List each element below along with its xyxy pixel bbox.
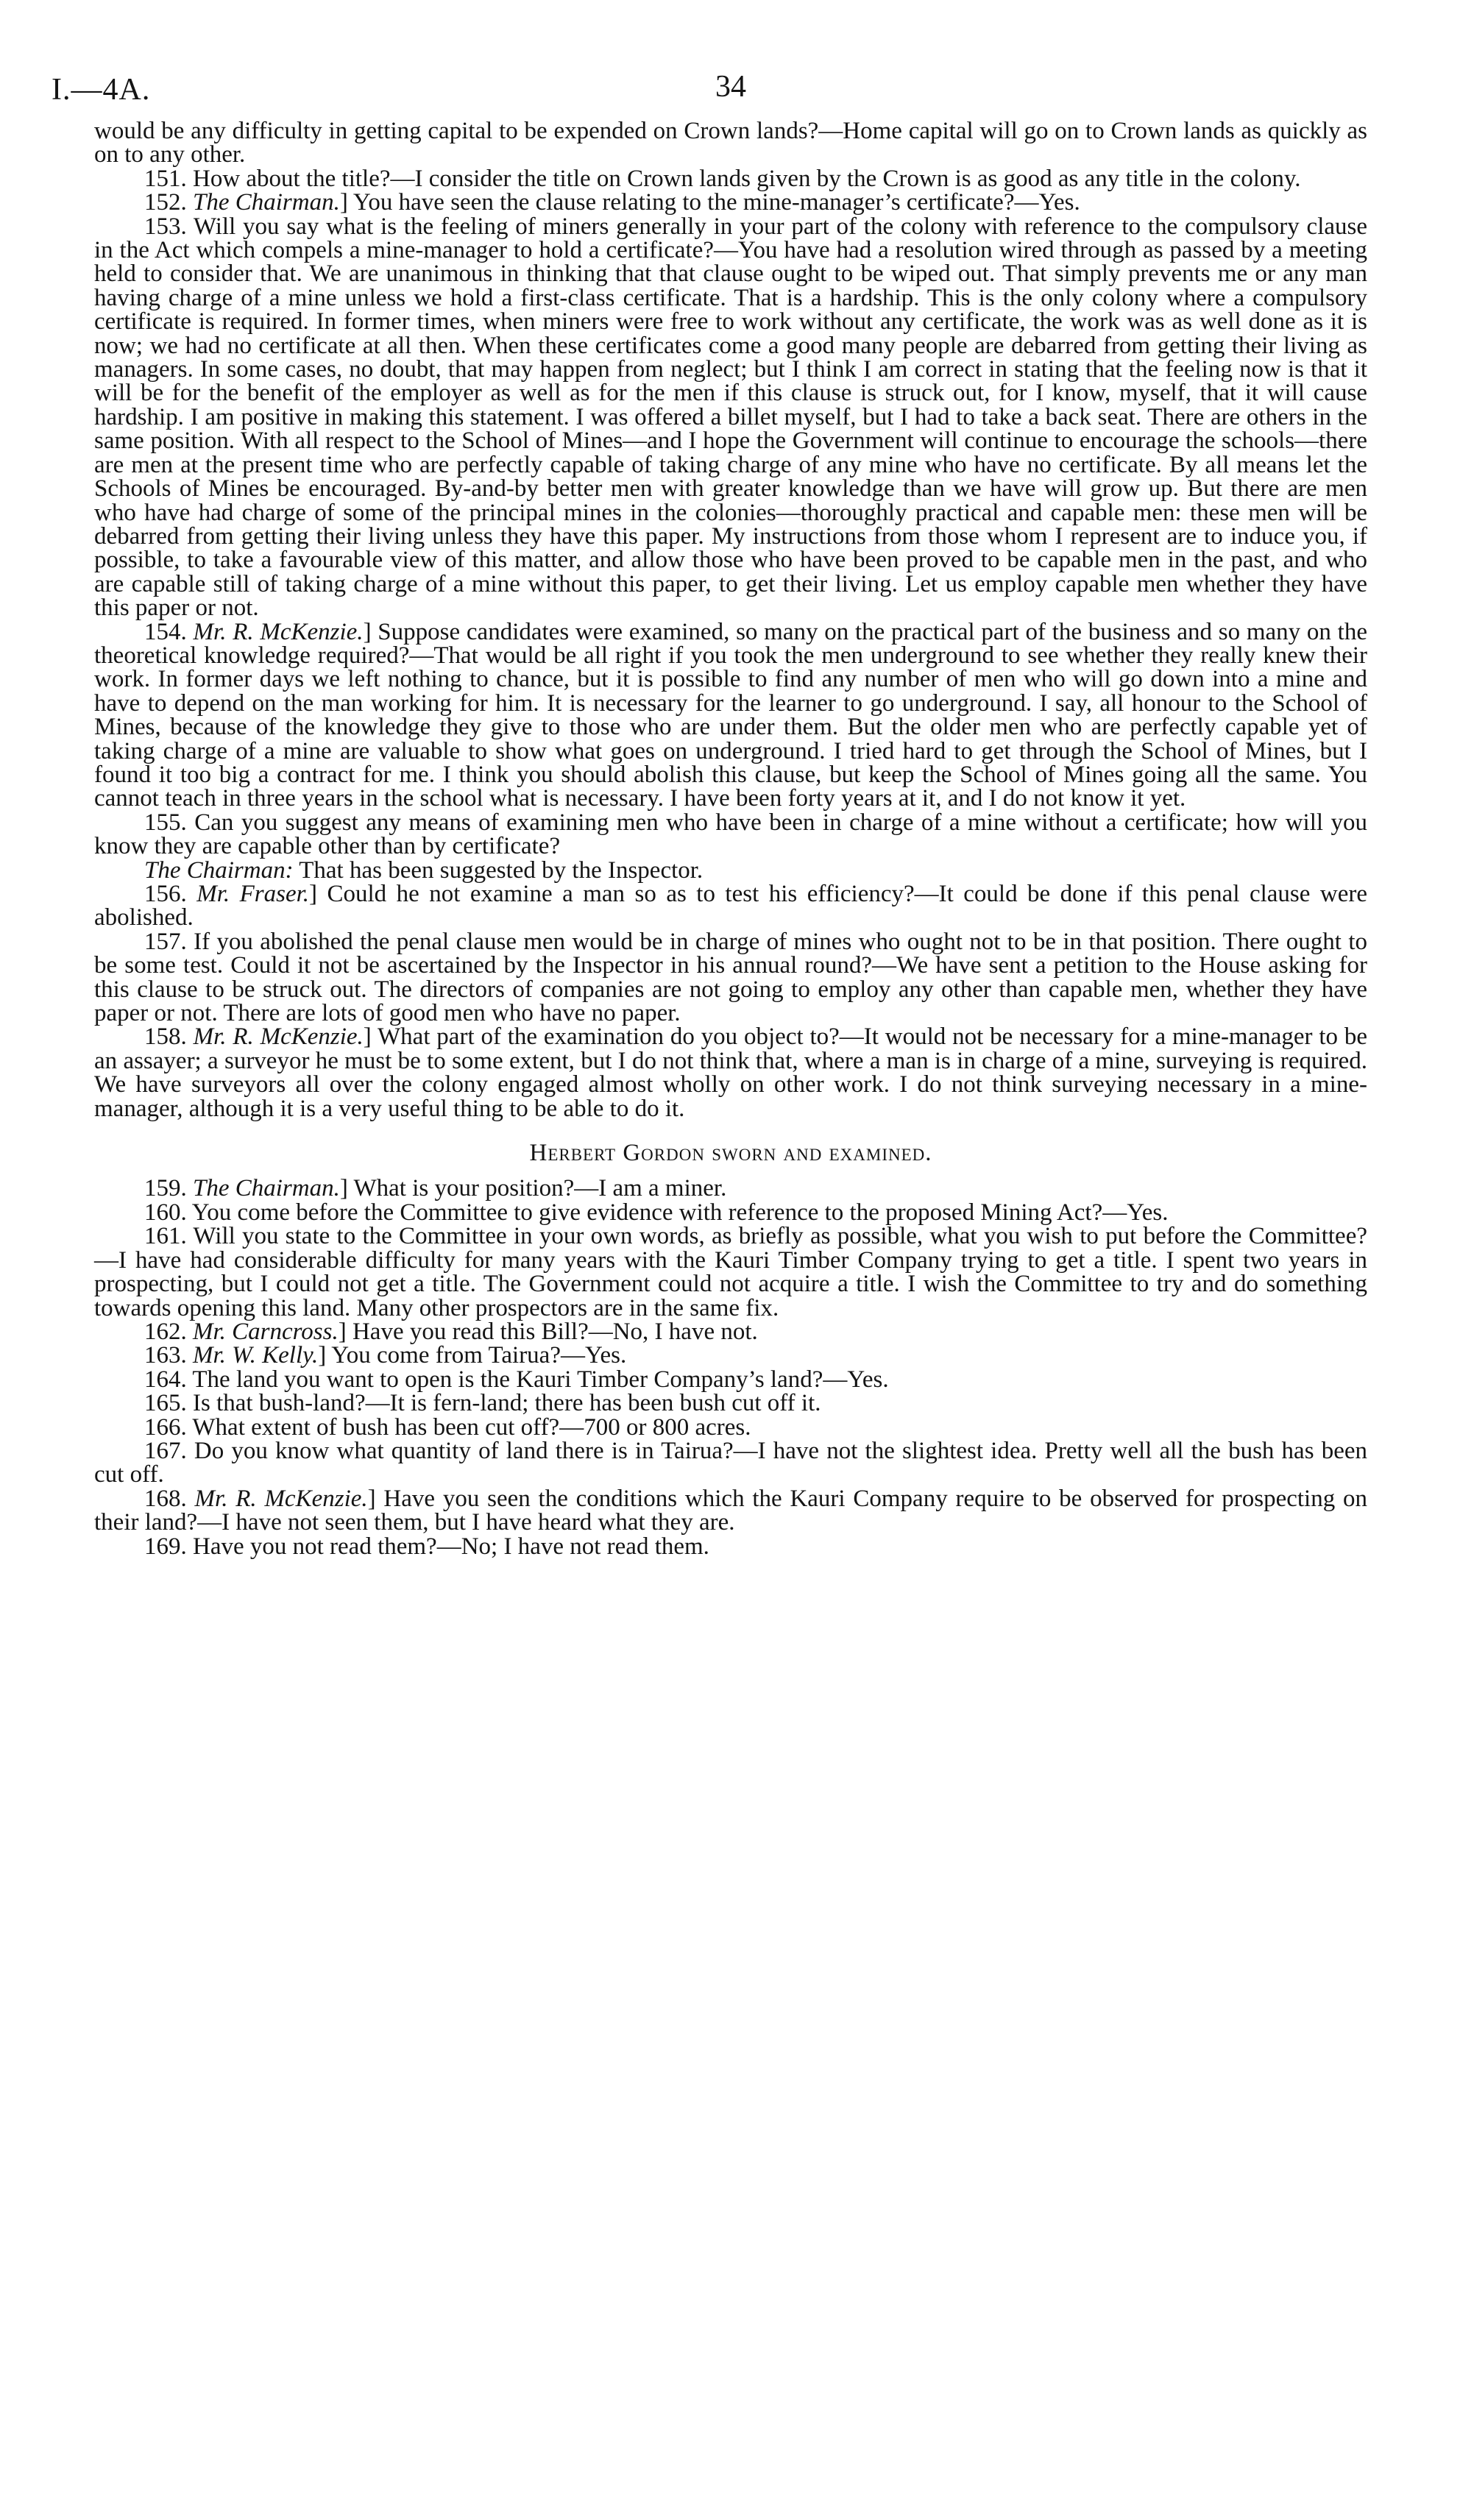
speaker-name: The Chairman. xyxy=(193,189,340,216)
speaker-name: Mr. R. McKenzie. xyxy=(193,618,364,645)
question-157: 157. If you abolished the penal clause men would be in charge of mines who ought not to be in that position. There ought to be some test. Could it not be ascertained by the Inspector in his annual round?—We have sent a petition to the House asking for this clause to be struck out. The directors of companies are not going to employ any other than capable men, whether they have paper or not. There are lots of good men who have no paper. xyxy=(94,928,1367,1027)
question-161: 161. Will you state to the Committee in your own words, as briefly as possible, what you wish to put before the Committee?—I have had considerable difficulty for many years with the Kauri Timber Company trying to get a title. I spent two years in prospecting, but I could not get a title. The Government could not acquire a title. I wish the Committee to try and do something towards opening this land. Many other prospectors are in the same fix. xyxy=(94,1223,1367,1321)
speaker-name: The Chairman. xyxy=(193,1175,340,1202)
speaker-name: Mr. Fraser. xyxy=(196,881,310,907)
question-168: 168. Mr. R. McKenzie.] Have you seen the conditions which the Kauri Company require to be observed for prospecting on their land?—I have not seen them, but I have heard what they are. xyxy=(94,1485,1368,1536)
question-166: 166. What extent of bush has been cut off?—700 or 800 acres. xyxy=(144,1413,751,1441)
speaker-name: Mr. R. McKenzie. xyxy=(193,1023,364,1051)
speaker-name: Mr. Carncross. xyxy=(193,1318,339,1345)
question-160: 160. You come before the Committee to give evidence with reference to the proposed Mining Act?—Yes. xyxy=(144,1199,1169,1226)
question-154: 154. Mr. R. McKenzie.] Suppose candidates were examined, so many on the practical part of the business and so many on the theoretical knowledge required?—That would be all right if you took the men underground to see whether they really knew their work. In former days we left nothing to chance, but it is possible to find any number of men who will go down into a mine and have to depend on the man working for him. It is necessary for the learner to go underground. I say, all honour to the School of Mines, because of the knowledge they give to those who are under them. But the older men who are perfectly capable yet of taking charge of a mine are valuable to show what goes on underground. I tried hard to get through the School of Mines, but I found it too big a contract for me. I think you should abolish this clause, but keep the School of Mines going all the same. You cannot teach in three years in the school what is necessary. I have been forty years at it, and I do not know it yet. xyxy=(94,618,1367,812)
witness-heading: Herbert Gordon sworn and examined. xyxy=(529,1140,932,1167)
question-163: 163. Mr. W. Kelly.] You come from Tairua?—Yes. xyxy=(144,1342,627,1369)
question-156: 156. Mr. Fraser.] Could he not examine a man so as to test his efficiency?—It could be done if this penal clause were abolished. xyxy=(94,881,1367,931)
question-164: 164. The land you want to open is the Kauri Timber Company’s land?—Yes. xyxy=(144,1366,889,1393)
question-158: 158. Mr. R. McKenzie.] What part of the examination do you object to?—It would not be necessary for a mine-manager to be an assayer; a surveyor he must be to some extent, but I do not think that, where a man is in charge of a mine, surveying is required. We have surveyors all over the colony engaged almost wholly on other work. I do not think surveying necessary in a mine-manager, although it is a very useful thing to be able to do it. xyxy=(94,1023,1368,1122)
speaker-name: The Chairman: xyxy=(144,856,294,884)
page-header xyxy=(52,70,1367,119)
question-153: 153. Will you say what is the feeling of miners generally in your part of the colony with reference to the compulsory clause in the Act which compels a mine-manager to hold a certificate?—You have had a resolution wired through as passed by a meeting held to consider that. We are unanimous in thinking that that clause ought to be wiped out. That simply prevents me or any man having charge of a mine unless we hold a first-class certificate. That is a hardship. This is the only colony where a compulsory certificate is required. In former times, when miners were free to work without any certificate, the work was as well done as it is now; we had no certificate at all then. When these certificates come a good many people are debarred from getting their living as managers. In some cases, no doubt, that may happen from neglect; but I think I am correct in stating that the feeling now is that it will be for the benefit of the employer as well as for the men if this clause is struck out, for I know, myself, that it will cause hardship. I am positive in making this statement. I was offered a billet myself, but I had to take a back seat. There are others in the same position. With all respect to the School of Mines—and I hope the Government will continue to encourage the schools—there are men at the present time who are perfectly capable of taking charge of any mine who have no certificate. By all means let the Schools of Mines be encouraged. By-and-by better men with greater knowledge than we have will grow up. But there are men who have had charge of some of the principal mines in the colonies—thoroughly practical and capable men: these men will be debarred from getting their living unless they have this paper. My instructions from those whom I represent are to induce you, if possible, to take a favourable view of this matter, and allow those who have been proved to be capable men in the past, and who are capable still of taking charge of a mine without this paper, to get their living. Let us employ capable men whether they have this paper or not. xyxy=(94,213,1367,622)
paragraph-continuation: would be any difficulty in getting capital to be expended on Crown lands?—Home capital will go on to Crown lands as quickly as on to any other. xyxy=(94,118,1367,168)
question-167: 167. Do you know what quantity of land there is in Tairua?—I have not the slightest idea. Pretty well all the bush has been cut off. xyxy=(94,1437,1367,1488)
question-165: 165. Is that bush-land?—It is fern-land; there has been bush cut off it. xyxy=(144,1390,821,1417)
chairman-remark: The Chairman: That has been suggested by the Inspector. xyxy=(144,856,704,884)
question-152: 152. The Chairman.] You have seen the clause relating to the mine-manager’s certificate?—Yes. xyxy=(144,189,1080,216)
body-text-part-1 xyxy=(94,119,1367,1121)
page-number: 34 xyxy=(715,70,746,104)
question-169: 169. Have you not read them?—No; I have not read them. xyxy=(144,1533,709,1560)
question-159: 159. The Chairman.] What is your position?—I am a miner. xyxy=(144,1175,727,1202)
question-155: 155. Can you suggest any means of examining men who have been in charge of a mine without a certificate; how will you know they are capable other than by certificate? xyxy=(94,809,1367,860)
body-text-part-2 xyxy=(94,1176,1367,1558)
question-151: 151. How about the title?—I consider the title on Crown lands given by the Crown is as good as any title in the colony. xyxy=(144,165,1301,192)
question-162: 162. Mr. Carncross.] Have you read this Bill?—No, I have not. xyxy=(144,1318,758,1345)
document-reference: I.—4A. xyxy=(52,73,151,107)
speaker-name: Mr. W. Kelly. xyxy=(193,1342,319,1369)
speaker-name: Mr. R. McKenzie. xyxy=(194,1485,368,1512)
